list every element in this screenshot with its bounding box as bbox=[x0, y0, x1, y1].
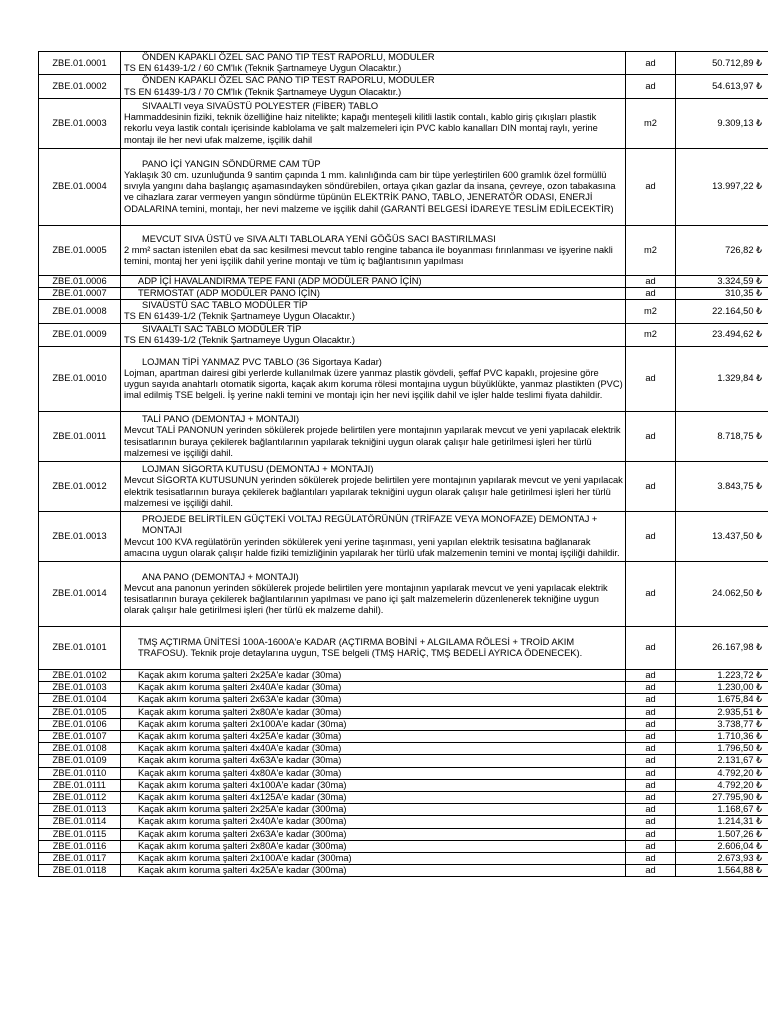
item-code: ZBE.01.0104 bbox=[39, 694, 121, 706]
item-description bbox=[121, 288, 626, 300]
item-code: ZBE.01.0006 bbox=[39, 275, 121, 287]
item-unit: ad bbox=[626, 792, 676, 804]
item-unit: ad bbox=[626, 462, 676, 512]
item-unit: ad bbox=[626, 694, 676, 706]
item-body: Mevcut ana panonun yerinden sökülerek projede belirtilen yere montajının yapılarak mevcut ve yeni yapılacak elektrik tesisatlarının buraya çekilerek bağlantılarının yapılması ve pano içi şalt malzemelerin düzenlenerek tekniğine uygun olarak çalışır hale getirilmesi işleri (her türlü ek malzeme dahil). bbox=[124, 582, 608, 616]
item-body: TS EN 61439-1/2 (Teknik Şartnameye Uygun Olacaktır.) bbox=[124, 311, 355, 322]
table-row bbox=[39, 148, 768, 225]
item-price: 1.710,36 ₺ bbox=[676, 731, 768, 743]
item-code: ZBE.01.0001 bbox=[39, 52, 121, 75]
item-code: ZBE.01.0003 bbox=[39, 98, 121, 148]
item-description bbox=[121, 828, 626, 840]
item-code: ZBE.01.0105 bbox=[39, 706, 121, 718]
item-price: 2.606,04 ₺ bbox=[676, 840, 768, 852]
table-row bbox=[39, 743, 768, 755]
item-code: ZBE.01.0112 bbox=[39, 792, 121, 804]
table-row bbox=[39, 853, 768, 865]
item-description bbox=[121, 853, 626, 865]
item-title: TALİ PANO (DEMONTAJ + MONTAJI) bbox=[142, 414, 300, 425]
item-title: TERMOSTAT (ADP MODÜLER PANO İÇİN) bbox=[138, 288, 320, 299]
item-description bbox=[121, 670, 626, 682]
item-unit: ad bbox=[626, 865, 676, 877]
item-title: Kaçak akım koruma şalteri 4x25A'e kadar (30ma) bbox=[138, 731, 342, 742]
item-description bbox=[121, 412, 626, 462]
item-price: 2.131,67 ₺ bbox=[676, 755, 768, 767]
item-body: Yaklaşık 30 cm. uzunluğunda 9 santim çapında 1 mm. kalınlığında cam bir tüpe yerleştirilen 600 gramlık özel formüllü sıvıyla yangını daha başlangıç aşamasındayken söndürebilen, ortaya çıkan gazlar da insana, çevreye, ozon tabakasına ve cihazlara zarar vermeyen yangın söndürme tüpünün ELEKTRİK PANO, TABLO, JENERATÖR ODASI, ENERJİ ODALARINA temini, montajı, her nevi malzeme ve işçilik dahil (GARANTİ BELGESİ İDAREYE TESLİM EDİLECEKTİR) bbox=[124, 170, 616, 214]
item-description bbox=[121, 462, 626, 512]
item-code: ZBE.01.0117 bbox=[39, 853, 121, 865]
item-description bbox=[121, 323, 626, 346]
item-description bbox=[121, 347, 626, 412]
item-unit: ad bbox=[626, 743, 676, 755]
item-code: ZBE.01.0103 bbox=[39, 682, 121, 694]
item-unit: ad bbox=[626, 840, 676, 852]
table-row bbox=[39, 98, 768, 148]
item-unit: m2 bbox=[626, 98, 676, 148]
item-title: Kaçak akım koruma şalteri 2x80A'e kadar (300ma) bbox=[138, 840, 347, 851]
item-unit: ad bbox=[626, 731, 676, 743]
item-price: 726,82 ₺ bbox=[676, 225, 768, 275]
table-row bbox=[39, 275, 768, 287]
item-title: Kaçak akım koruma şalteri 2x100A'e kadar (300ma) bbox=[138, 853, 352, 864]
table-row bbox=[39, 731, 768, 743]
item-title: Kaçak akım koruma şalteri 4x125A'e kadar (30ma) bbox=[138, 792, 347, 803]
item-unit: ad bbox=[626, 779, 676, 791]
item-code: ZBE.01.0106 bbox=[39, 718, 121, 730]
item-code: ZBE.01.0013 bbox=[39, 512, 121, 562]
item-price: 1.230,00 ₺ bbox=[676, 682, 768, 694]
item-description bbox=[121, 98, 626, 148]
item-description bbox=[121, 148, 626, 225]
item-unit: ad bbox=[626, 828, 676, 840]
item-title: SIVAÜSTÜ SAC TABLO MODÜLER TİP bbox=[142, 300, 308, 311]
item-title: ÖNDEN KAPAKLI ÖZEL SAC PANO TIP TEST RAPORLU, MODULER bbox=[142, 52, 435, 62]
item-price: 3.324,59 ₺ bbox=[676, 275, 768, 287]
item-code: ZBE.01.0007 bbox=[39, 288, 121, 300]
item-title: Kaçak akım koruma şalteri 4x63A'e kadar (30ma) bbox=[138, 755, 342, 766]
item-code: ZBE.01.0002 bbox=[39, 75, 121, 98]
item-description bbox=[121, 743, 626, 755]
item-title: ADP İÇİ HAVALANDIRMA TEPE FANI (ADP MODÜLER PANO İÇİN) bbox=[138, 275, 422, 286]
item-description bbox=[121, 75, 626, 98]
item-title: SIVAALTI veya SIVAÜSTÜ POLYESTER (FİBER) TABLO bbox=[142, 100, 379, 111]
item-description bbox=[121, 731, 626, 743]
item-unit: m2 bbox=[626, 300, 676, 323]
item-unit: ad bbox=[626, 816, 676, 828]
item-code: ZBE.01.0014 bbox=[39, 562, 121, 627]
item-title: Kaçak akım koruma şalteri 2x63A'e kadar (300ma) bbox=[138, 828, 347, 839]
item-price: 1.223,72 ₺ bbox=[676, 670, 768, 682]
item-code: ZBE.01.0114 bbox=[39, 816, 121, 828]
table-row bbox=[39, 804, 768, 816]
item-unit: ad bbox=[626, 288, 676, 300]
item-description bbox=[121, 275, 626, 287]
table-row bbox=[39, 300, 768, 323]
item-description bbox=[121, 300, 626, 323]
item-description bbox=[121, 767, 626, 779]
item-description bbox=[121, 865, 626, 877]
item-code: ZBE.01.0113 bbox=[39, 804, 121, 816]
item-code: ZBE.01.0118 bbox=[39, 865, 121, 877]
item-body: TS EN 61439-1/3 / 70 CM'lık (Teknik Şartnameye Uygun Olacaktır.) bbox=[124, 86, 402, 97]
item-code: ZBE.01.0115 bbox=[39, 828, 121, 840]
item-price: 1.329,84 ₺ bbox=[676, 347, 768, 412]
item-price: 8.718,75 ₺ bbox=[676, 412, 768, 462]
item-price: 1.214,31 ₺ bbox=[676, 816, 768, 828]
item-description bbox=[121, 804, 626, 816]
item-body: TS EN 61439-1/2 (Teknik Şartnameye Uygun Olacaktır.) bbox=[124, 334, 355, 345]
item-title: Kaçak akım koruma şalteri 2x25A'e kadar (300ma) bbox=[138, 804, 347, 815]
item-description bbox=[121, 718, 626, 730]
item-code: ZBE.01.0012 bbox=[39, 462, 121, 512]
item-body: Lojman, apartman dairesi gibi yerlerde kullanılmak üzere yanmaz plastik gövdeli, şeffaf PVC kapaklı, projesine göre uygun sayıda anahtarlı otomatik sigorta, kaçak akım koruma rölesi montajına uygun büyüklükte, yanmaz plastikten (PVC) imal edilmiş TSE belgeli. İş yerine nakli temini ve montajı için her nevi işçilik dahil ve işler halde teslimi fiyata dahildir. bbox=[124, 367, 623, 401]
table-row bbox=[39, 779, 768, 791]
item-title: Kaçak akım koruma şalteri 4x25A'e kadar (300ma) bbox=[138, 865, 347, 876]
table-row bbox=[39, 562, 768, 627]
item-description bbox=[121, 694, 626, 706]
table-row bbox=[39, 694, 768, 706]
item-title: ANA PANO (DEMONTAJ + MONTAJI) bbox=[142, 571, 299, 582]
item-title: PROJEDE BELİRTİLEN GÜÇTEKİ VOLTAJ REGÜLATÖRÜNÜN (TRİFAZE VEYA MONOFAZE) DEMONTAJ + MONTAJI bbox=[142, 514, 598, 536]
item-code: ZBE.01.0107 bbox=[39, 731, 121, 743]
item-price: 24.062,50 ₺ bbox=[676, 562, 768, 627]
item-unit: ad bbox=[626, 755, 676, 767]
item-price: 310,35 ₺ bbox=[676, 288, 768, 300]
table-row bbox=[39, 718, 768, 730]
item-code: ZBE.01.0004 bbox=[39, 148, 121, 225]
item-price: 1.168,67 ₺ bbox=[676, 804, 768, 816]
table-row bbox=[39, 767, 768, 779]
price-list-table bbox=[38, 51, 768, 877]
item-description bbox=[121, 755, 626, 767]
item-unit: ad bbox=[626, 682, 676, 694]
table-row bbox=[39, 840, 768, 852]
item-price: 1.796,50 ₺ bbox=[676, 743, 768, 755]
item-price: 13.997,22 ₺ bbox=[676, 148, 768, 225]
item-description bbox=[121, 792, 626, 804]
table-row bbox=[39, 323, 768, 346]
item-code: ZBE.01.0008 bbox=[39, 300, 121, 323]
item-title: Kaçak akım koruma şalteri 2x100A'e kadar (30ma) bbox=[138, 718, 347, 729]
item-description bbox=[121, 562, 626, 627]
item-unit: ad bbox=[626, 853, 676, 865]
item-unit: ad bbox=[626, 706, 676, 718]
item-unit: ad bbox=[626, 804, 676, 816]
item-unit: ad bbox=[626, 670, 676, 682]
item-body: Hammaddesinin fiziki, teknik özelliğine haiz nitelikte; kapağı menteşeli kilitli lastik contalı, kablo giriş çıkışları plastik rekorlu veya lastik contalı içerisinde kablolama ve şalt malzemeleri için PVC kablo kanalları DIN montaj raylı, yerine montajı ile her nevi ufak malzeme, işçilik dahil bbox=[124, 112, 598, 145]
table-row bbox=[39, 706, 768, 718]
item-description bbox=[121, 682, 626, 694]
item-description bbox=[121, 512, 626, 562]
item-unit: ad bbox=[626, 627, 676, 670]
item-price: 1.564,88 ₺ bbox=[676, 865, 768, 877]
item-body: TS EN 61439-1/2 / 60 CM'lık (Teknik Şartnameye Uygun Olacaktır.) bbox=[124, 63, 402, 74]
item-price: 26.167,98 ₺ bbox=[676, 627, 768, 670]
item-title: MEVCUT SIVA ÜSTÜ ve SIVA ALTI TABLOLARA YENİ GÖĞÜS SACI BASTIRILMASI bbox=[142, 233, 496, 244]
item-unit: m2 bbox=[626, 323, 676, 346]
table-row bbox=[39, 792, 768, 804]
item-title: LOJMAN TİPİ YANMAZ PVC TABLO (36 Sigortaya Kadar) bbox=[142, 356, 382, 367]
item-description bbox=[121, 779, 626, 791]
item-body: Mevcut TALİ PANONUN yerinden sökülerek projede belirtilen yere montajının yapılarak mevcut ve yeni yapılacak elektrik tesisatlarının buraya çekilerek bağlantılarının yapılarak tekniğini uygun olarak çalışır hale getirilmesi işleri her türlü malzemesi ve işçiliği dahil. bbox=[124, 425, 621, 458]
item-price: 22.164,50 ₺ bbox=[676, 300, 768, 323]
item-title: Kaçak akım koruma şalteri 2x80A'e kadar (30ma) bbox=[138, 706, 342, 717]
item-unit: m2 bbox=[626, 225, 676, 275]
item-title: Kaçak akım koruma şalteri 2x40A'e kadar (300ma) bbox=[138, 816, 347, 827]
item-price: 4.792,20 ₺ bbox=[676, 779, 768, 791]
item-title: Kaçak akım koruma şalteri 4x40A'e kadar (30ma) bbox=[138, 743, 342, 754]
item-unit: ad bbox=[626, 512, 676, 562]
table-row bbox=[39, 816, 768, 828]
item-price: 1.675,84 ₺ bbox=[676, 694, 768, 706]
item-title: ÖNDEN KAPAKLI ÖZEL SAC PANO TIP TEST RAPORLU, MODULER bbox=[142, 75, 435, 86]
item-price: 50.712,89 ₺ bbox=[676, 52, 768, 75]
table-row bbox=[39, 225, 768, 275]
item-code: ZBE.01.0011 bbox=[39, 412, 121, 462]
table-row bbox=[39, 412, 768, 462]
item-code: ZBE.01.0005 bbox=[39, 225, 121, 275]
item-title: Kaçak akım koruma şalteri 2x40A'e kadar (30ma) bbox=[138, 682, 342, 693]
item-price: 3.843,75 ₺ bbox=[676, 462, 768, 512]
item-unit: ad bbox=[626, 75, 676, 98]
item-price: 2.935,51 ₺ bbox=[676, 706, 768, 718]
item-code: ZBE.01.0010 bbox=[39, 347, 121, 412]
item-price: 23.494,62 ₺ bbox=[676, 323, 768, 346]
item-code: ZBE.01.0109 bbox=[39, 755, 121, 767]
item-code: ZBE.01.0111 bbox=[39, 779, 121, 791]
item-price: 3.738,77 ₺ bbox=[676, 718, 768, 730]
item-title: Kaçak akım koruma şalteri 2x25A'e kadar (30ma) bbox=[138, 670, 342, 681]
item-body: Mevcut 100 KVA regülatörün yerinden sökülerek yeni yerine taşınması, yeni yapılan elektrik tesisatına bağlanarak amacına uygun olarak çalışır halde fiziki temizliğinin yapılarak her türlü ufak malzemenin temini ve montaj işçiliği dahildir. bbox=[124, 536, 620, 558]
item-unit: ad bbox=[626, 148, 676, 225]
table-row bbox=[39, 755, 768, 767]
item-code: ZBE.01.0116 bbox=[39, 840, 121, 852]
item-title: Kaçak akım koruma şalteri 4x100A'e kadar (30ma) bbox=[138, 779, 347, 790]
table-row bbox=[39, 865, 768, 877]
item-unit: ad bbox=[626, 718, 676, 730]
item-code: ZBE.01.0009 bbox=[39, 323, 121, 346]
price-list-rows bbox=[39, 52, 768, 877]
table-row bbox=[39, 670, 768, 682]
item-code: ZBE.01.0101 bbox=[39, 627, 121, 670]
item-description bbox=[121, 840, 626, 852]
item-unit: ad bbox=[626, 412, 676, 462]
table-row bbox=[39, 347, 768, 412]
item-description bbox=[121, 627, 626, 670]
item-price: 1.507,26 ₺ bbox=[676, 828, 768, 840]
item-unit: ad bbox=[626, 562, 676, 627]
table-row bbox=[39, 462, 768, 512]
item-code: ZBE.01.0102 bbox=[39, 670, 121, 682]
item-price: 2.673,93 ₺ bbox=[676, 853, 768, 865]
item-price: 13.437,50 ₺ bbox=[676, 512, 768, 562]
item-price: 9.309,13 ₺ bbox=[676, 98, 768, 148]
item-unit: ad bbox=[626, 347, 676, 412]
item-description bbox=[121, 816, 626, 828]
table-row bbox=[39, 682, 768, 694]
item-description bbox=[121, 225, 626, 275]
item-body: Mevcut SİGORTA KUTUSUNUN yerinden sökülerek projede belirtilen yere montajının yapılarak mevcut ve yeni yapılacak elektrik tesisatlarının buraya çekilerek bağlantıları yapılarak tekniğini uygun olarak çalışır hale getirilmesi işleri her türlü malzemesi ve işçiliği dahil. bbox=[124, 475, 623, 508]
item-title: Kaçak akım koruma şalteri 2x63A'e kadar (30ma) bbox=[138, 694, 342, 705]
item-code: ZBE.01.0108 bbox=[39, 743, 121, 755]
item-title: LOJMAN SİGORTA KUTUSU (DEMONTAJ + MONTAJI) bbox=[142, 464, 374, 475]
item-title: Kaçak akım koruma şalteri 4x80A'e kadar (30ma) bbox=[138, 767, 342, 778]
table-row bbox=[39, 627, 768, 670]
item-unit: ad bbox=[626, 52, 676, 75]
item-description bbox=[121, 706, 626, 718]
item-code: ZBE.01.0110 bbox=[39, 767, 121, 779]
table-row bbox=[39, 512, 768, 562]
item-price: 4.792,20 ₺ bbox=[676, 767, 768, 779]
item-title: SIVAALTI SAC TABLO MODÜLER TİP bbox=[142, 323, 302, 334]
item-title: TMŞ AÇTIRMA ÜNİTESİ 100A-1600A'e KADAR (AÇTIRMA BOBİNİ + ALGILAMA RÖLESİ + TROİD AKIM TRAFOSU). Teknik proje detaylarına uygun, TSE belgeli (TMŞ HARİÇ, TMŞ BEDELİ AYRICA ÖDENECEK). bbox=[138, 636, 583, 659]
table-row bbox=[39, 828, 768, 840]
item-price: 54.613,97 ₺ bbox=[676, 75, 768, 98]
item-unit: ad bbox=[626, 275, 676, 287]
item-description bbox=[121, 52, 626, 75]
table-row bbox=[39, 288, 768, 300]
table-row bbox=[39, 75, 768, 98]
item-title: PANO İÇİ YANGIN SÖNDÜRME CAM TÜP bbox=[142, 158, 321, 169]
item-price: 27.795,90 ₺ bbox=[676, 792, 768, 804]
item-unit: ad bbox=[626, 767, 676, 779]
item-body: 2 mm² sactan istenilen ebat da sac kesilmesi mevcut tablo rengine tabanca ile boyanması fırınlanması ve işyerine nakli temini, montaj her yeni işçilik dahil yerine montajı ve tüm iç bağlantısının yapılması bbox=[124, 244, 613, 266]
table-row bbox=[39, 52, 768, 75]
